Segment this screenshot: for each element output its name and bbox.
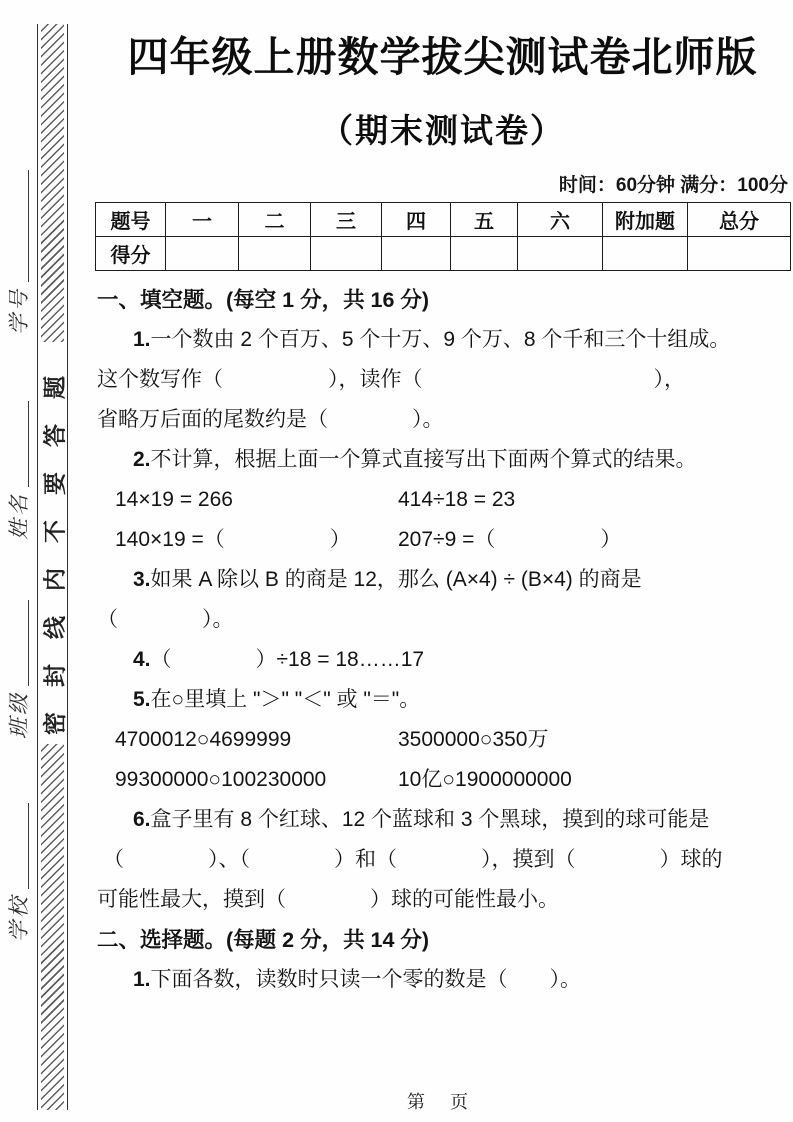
q5-pair-3: 99300000○100230000 — [115, 768, 327, 791]
score-cell — [688, 237, 791, 271]
q4-text: （ ）÷18 = 18……17 — [150, 648, 425, 671]
page-footer: 第 页 — [406, 1092, 478, 1112]
seal-notice-text: 密封线内不要答题 — [42, 351, 67, 735]
label-student-id: 学号 — [7, 287, 31, 335]
header-part-3: 三 — [311, 203, 382, 237]
q5-number: 5. — [133, 688, 151, 711]
q3-line-2: （ ）。 — [97, 608, 234, 631]
fill-line-school — [7, 803, 29, 889]
q2-equations-row-2 — [95, 520, 790, 560]
q6-text: 盒子里有 8 个红球、12 个蓝球和 3 个黑球，摸到的球可能是 — [150, 808, 710, 831]
score-table-score-row — [96, 237, 791, 271]
exam-content — [95, 0, 790, 1122]
seal-notice — [38, 342, 67, 744]
fill-line-class — [7, 600, 29, 686]
time-score-info: 时间：60分钟 满分：100分 — [558, 175, 788, 196]
score-cell — [603, 237, 688, 271]
fill-line-student-id — [7, 170, 29, 282]
label-name: 姓名 — [7, 492, 31, 540]
score-table — [95, 202, 791, 271]
q6-line-2: （ ）、（ ）和（ ），摸到（ ）球的 — [103, 848, 723, 871]
student-info-labels — [0, 0, 36, 1122]
q1-number: 1. — [133, 328, 151, 351]
score-cell — [451, 237, 518, 271]
page-title: 四年级上册数学拔尖测试卷北师版 — [127, 34, 758, 80]
q1-line-1 — [95, 320, 790, 360]
section-1-heading: 一、填空题。(每空 1 分，共 16 分) — [97, 288, 430, 312]
fill-line-name — [7, 401, 29, 487]
q1-line-3: 省略万后面的尾数约是（ ）。 — [97, 408, 444, 431]
q2-eq-2: 414÷18 = 23 — [398, 488, 516, 511]
seal-hatch-bottom — [41, 744, 64, 1110]
section-2-heading: 二、选择题。(每题 2 分，共 14 分) — [97, 928, 430, 952]
score-cell — [382, 237, 451, 271]
header-part-5: 五 — [451, 203, 518, 237]
s2-q1-text: 下面各数，读数时只读一个零的数是（ ）。 — [150, 968, 582, 991]
s2-q1-number: 1. — [133, 968, 151, 991]
label-class: 班级 — [7, 691, 31, 739]
header-question-number: 题号 — [96, 203, 166, 237]
score-cell — [166, 237, 239, 271]
q6-number: 6. — [133, 808, 151, 831]
seal-line-band — [37, 24, 68, 1110]
q5-pair-1: 4700012○4699999 — [115, 728, 292, 751]
page-subtitle: （期末测试卷） — [320, 112, 565, 149]
q3-number: 3. — [133, 568, 151, 591]
question-body — [95, 280, 790, 1000]
header-total: 总分 — [688, 203, 791, 237]
score-cell — [239, 237, 311, 271]
score-table-header-row — [96, 203, 791, 237]
q4-line-1 — [95, 640, 790, 680]
header-part-1: 一 — [166, 203, 239, 237]
q2-equations-row-1 — [95, 480, 790, 520]
q6-line-3: 可能性最大，摸到（ ）球的可能性最小。 — [97, 888, 559, 911]
q2-text: 不计算，根据上面一个算式直接写出下面两个算式的结果。 — [150, 448, 697, 471]
q1-text: 一个数由 2 个百万、5 个十万、9 个万、8 个千和三个十组成。 — [150, 328, 731, 351]
q5-compare-row-2 — [95, 760, 790, 800]
q2-eq-3: 140×19 =（ ） — [115, 528, 351, 551]
score-cell — [518, 237, 603, 271]
q5-compare-row-1 — [95, 720, 790, 760]
header-part-6: 六 — [518, 203, 603, 237]
seal-hatch-top — [41, 24, 64, 342]
q2-eq-1: 14×19 = 266 — [115, 488, 233, 511]
q2-number: 2. — [133, 448, 151, 471]
q5-line-1 — [95, 680, 790, 720]
q2-line-1 — [95, 440, 790, 480]
q5-text: 在○里填上 "＞" "＜" 或 "＝"。 — [150, 688, 421, 711]
header-part-2: 二 — [239, 203, 311, 237]
q2-eq-4: 207÷9 =（ ） — [398, 528, 622, 551]
label-school: 学校 — [7, 894, 31, 942]
s2-q1-line-1 — [95, 960, 790, 1000]
header-part-4: 四 — [382, 203, 451, 237]
score-label: 得分 — [96, 237, 166, 271]
q4-number: 4. — [133, 648, 151, 671]
q1-line-2: 这个数写作（ ），读作（ ）， — [97, 368, 685, 391]
score-cell — [311, 237, 382, 271]
header-bonus: 附加题 — [603, 203, 688, 237]
q5-pair-2: 3500000○350万 — [398, 728, 549, 751]
q5-pair-4: 10亿○1900000000 — [398, 768, 572, 791]
q3-line-1 — [95, 560, 790, 600]
q3-text: 如果 A 除以 B 的商是 12，那么 (A×4) ÷ (B×4) 的商是 — [150, 568, 642, 591]
q6-line-1 — [95, 800, 790, 840]
